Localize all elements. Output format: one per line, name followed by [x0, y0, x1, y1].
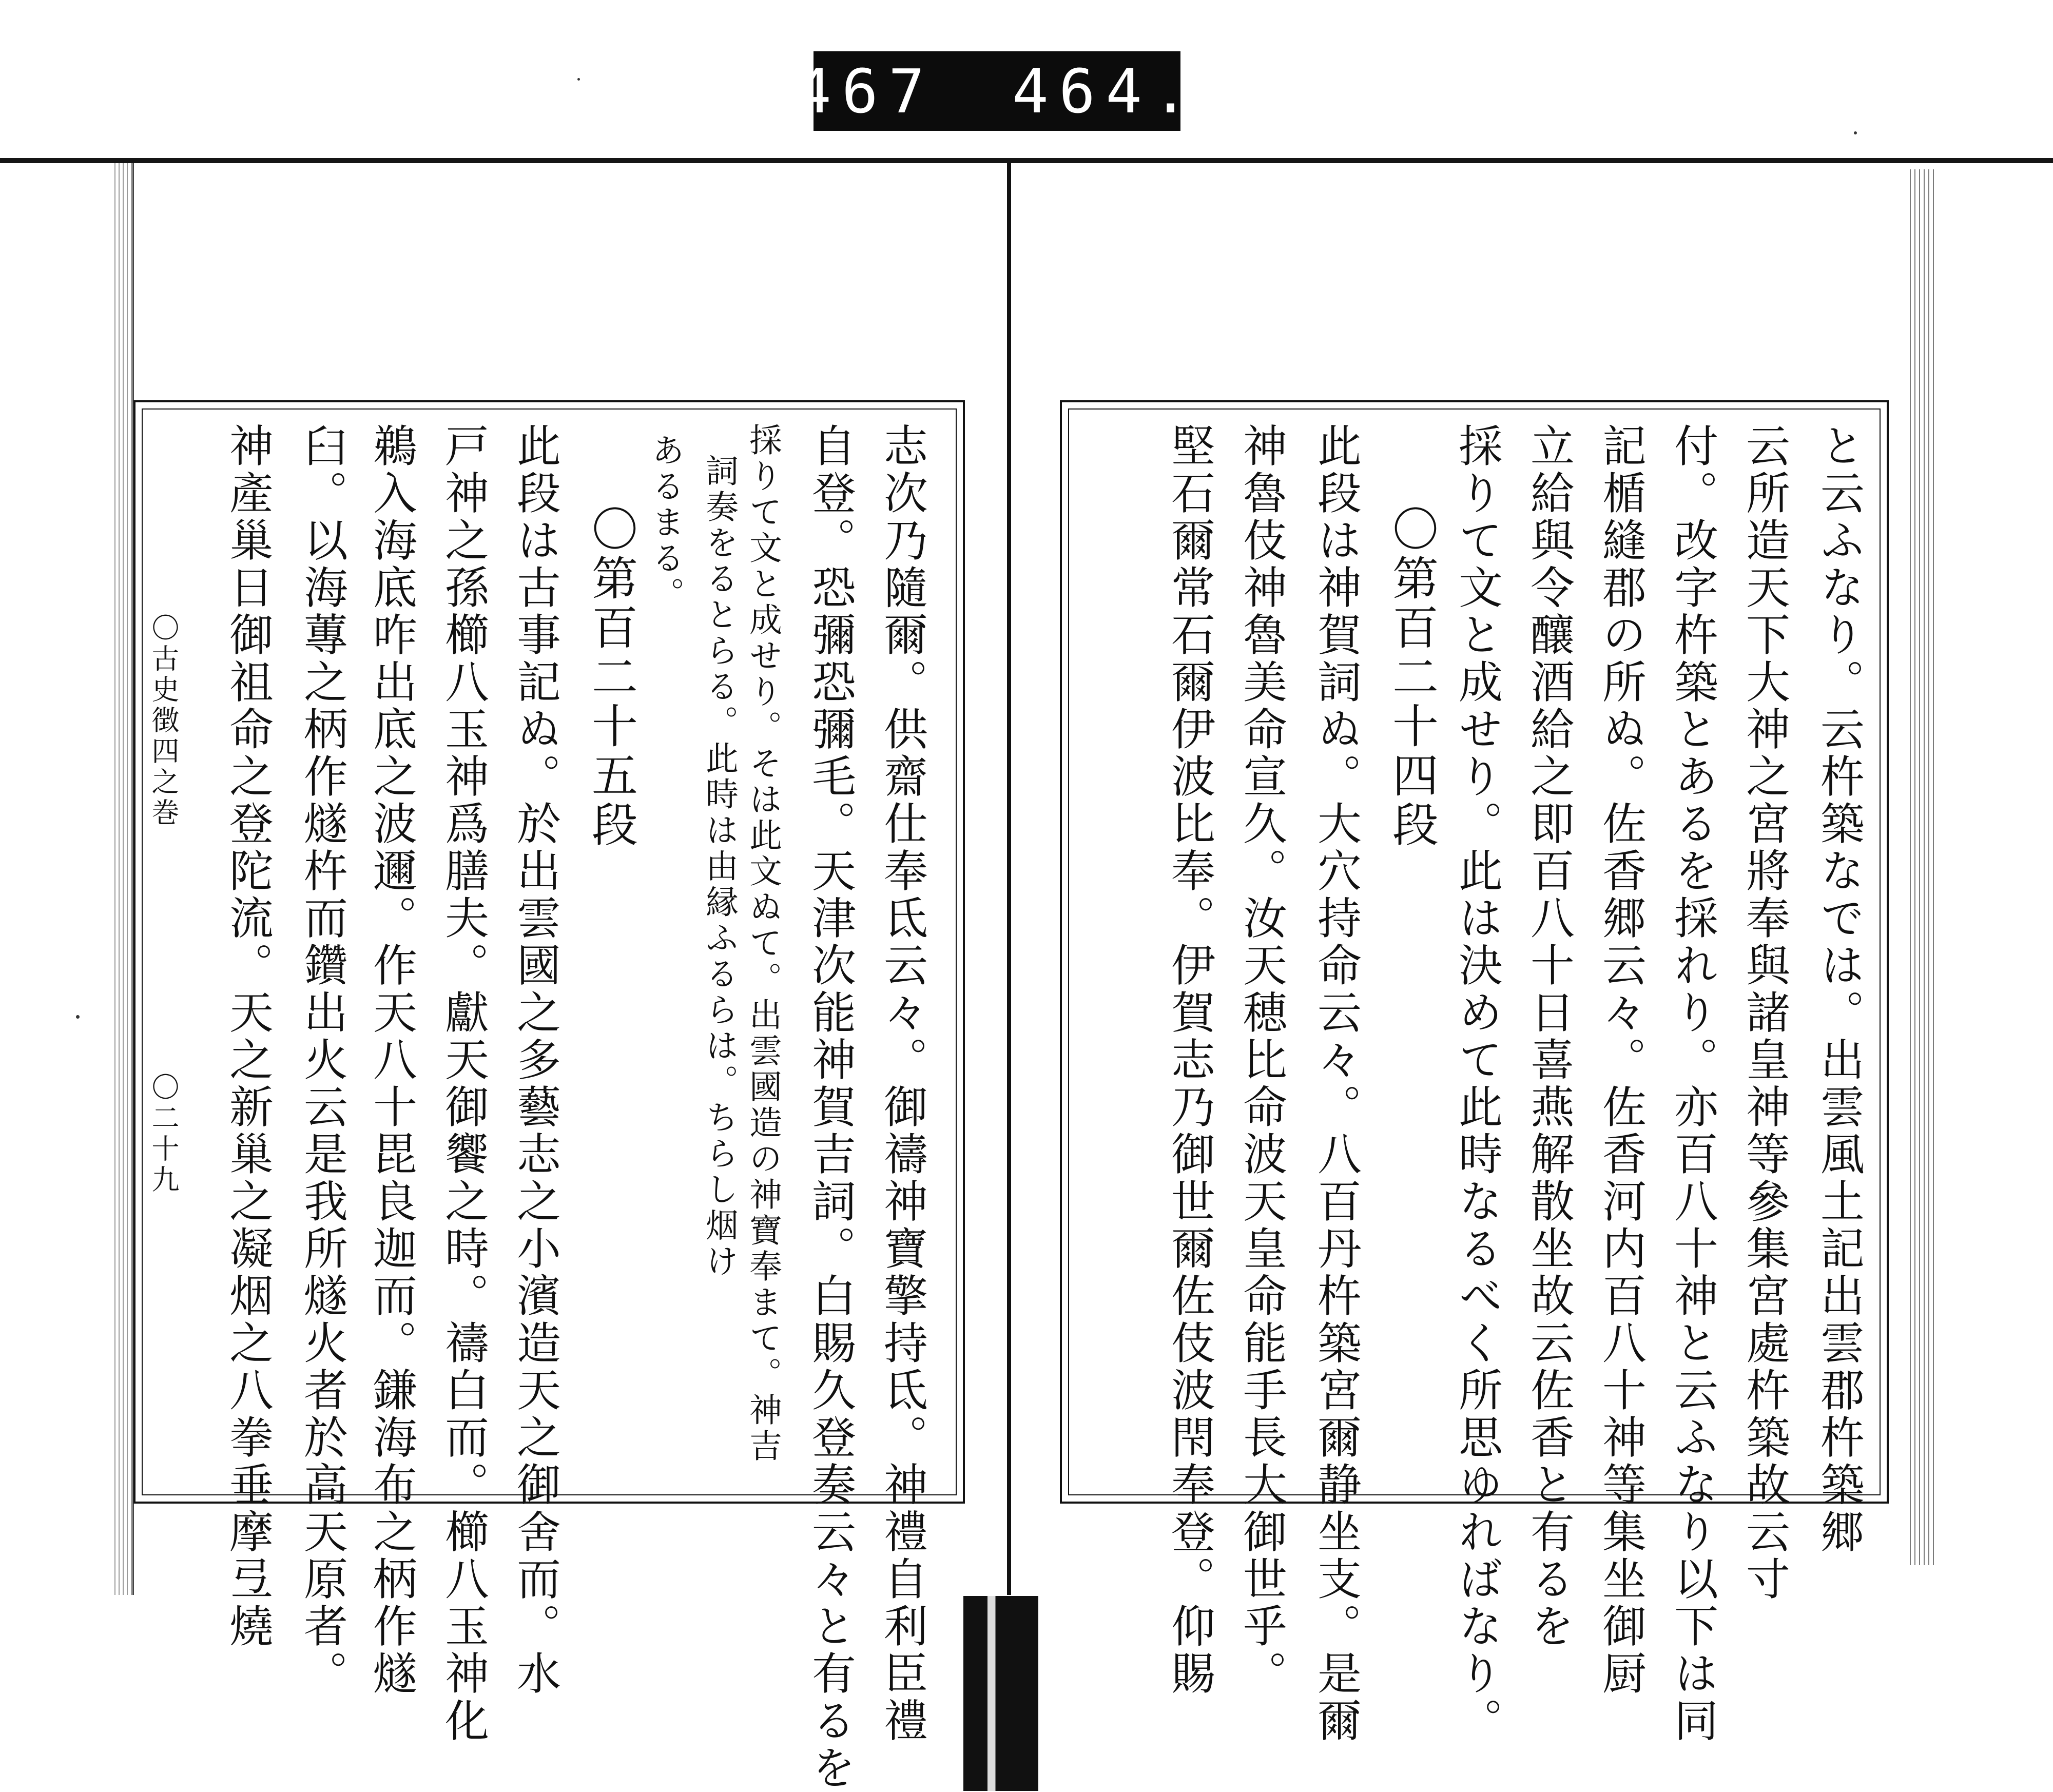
running-head: 〇古史徴四之巻 — [147, 613, 180, 829]
right-text-block — [1060, 400, 1889, 1745]
scan-speck — [1854, 131, 1857, 134]
text-column: 臼。以海蓴之柄作燧杵而鑽出火云是我所燧火者於高天原者。 — [296, 423, 347, 1698]
text-column: 詞奏をるとらる。此時は由縁ふるらは。ちらし烟け — [700, 454, 738, 1280]
text-column: 堅石爾常石爾伊波比奉。伊賀志乃御世爾佐伎波閇奉登。仰賜 — [1164, 423, 1215, 1698]
text-column: 神魯伎神魯美命宣久。汝天穂比命波天皇命能手長大御世乎。 — [1235, 423, 1287, 1698]
text-column: 此段は古事記ぬ。於出雲國之多藝志之小濱造天之御舍而。水 — [509, 423, 560, 1698]
text-column: 志次乃隨爾。供齋仕奉氐云々。御禱神寶擎持氐。神禮自利臣禮 — [876, 423, 927, 1745]
scan-speck — [577, 78, 580, 81]
text-column: あるまる。 — [646, 433, 684, 613]
left-page-edge — [113, 163, 133, 1595]
text-column: 云所造天下大神之宮將奉與諸皇神等參集宮處杵築故云寸 — [1738, 423, 1790, 1603]
section-heading-124: 〇第百二十四段 — [1384, 505, 1438, 850]
text-column: 鵜入海底咋出底之波邇。作天八十毘良迦而。鎌海布之柄作燧 — [365, 423, 417, 1698]
frame-number-left: 467 — [795, 55, 935, 127]
text-column: 立給與令釀酒給之即百八十日喜燕解散坐故云佐香と有るを — [1523, 423, 1574, 1650]
book-gutter — [1007, 163, 1011, 1595]
scan-speck — [76, 1015, 80, 1019]
text-column: 採りて文と成せり。此は決めて此時なるべく所思ゆればなり。 — [1451, 423, 1502, 1745]
page-number: 〇二十九 — [147, 1073, 180, 1196]
binding-shadow — [934, 1596, 1068, 1791]
left-text-block — [133, 400, 965, 1792]
text-column: 記楯縫郡の所ぬ。佐香郷云々。佐香河内百八十神等集坐御厨 — [1595, 423, 1646, 1698]
text-column: 付。改字杵築とあるを採れり。亦百八十神と云ふなり以下は同 — [1667, 423, 1718, 1745]
section-heading-125: 〇第百二十五段 — [584, 505, 637, 850]
text-column: と云ふなり。云杵築なでは。出雲風土記出雲郡杵築郷 — [1813, 423, 1864, 1556]
microfilm-frame-label — [795, 51, 1199, 131]
text-column: 神產巢日御祖命之登陀流。天之新巢之凝烟之八拳垂摩弖燒 — [222, 423, 273, 1650]
text-column: 戸神之孫櫛八玉神爲膳夫。獻天御饗之時。禱白而。櫛八玉神化 — [437, 423, 489, 1745]
text-column: 自登。恐彌恐彌毛。天津次能神賀吉詞。白賜久登奏云々と有るを — [804, 423, 856, 1792]
scan-top-rule — [0, 158, 2053, 163]
text-column: 此段は神賀詞ぬ。大穴持命云々。八百丹杵築宮爾静坐支。是爾 — [1310, 423, 1361, 1745]
frame-number-right: 464. — [1012, 55, 1199, 127]
text-column: 採りて文と成せり。そは此文ぬて。出雲國造の神寶奉まて。神吉 — [744, 423, 782, 1465]
